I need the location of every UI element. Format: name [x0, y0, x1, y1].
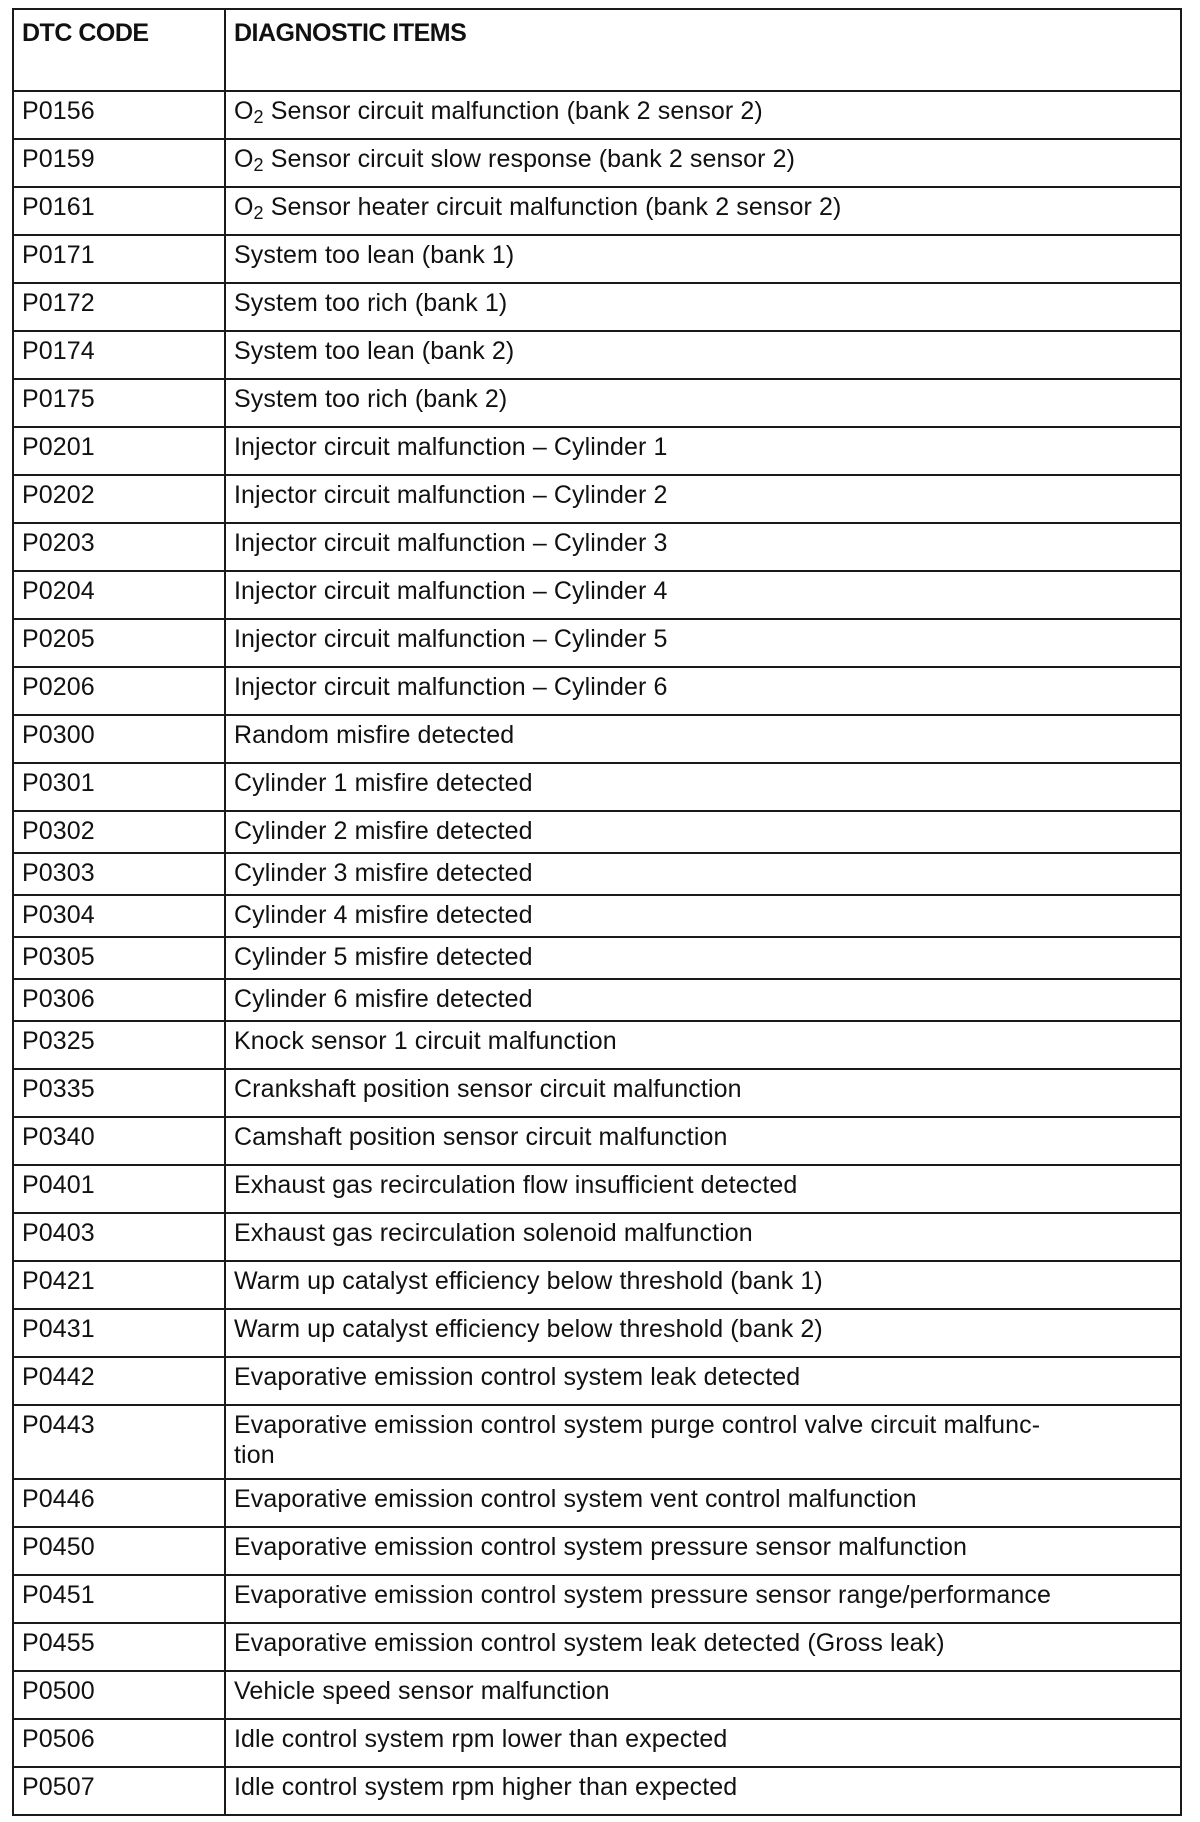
- diagnostic-item-cell: [225, 895, 1181, 937]
- dtc-code-cell: P0300: [13, 715, 225, 763]
- table-row: [13, 1719, 1181, 1767]
- diagnostic-item-cell: [225, 763, 1181, 811]
- table-row: [13, 1165, 1181, 1213]
- table-row: [13, 979, 1181, 1021]
- table-row: [13, 1069, 1181, 1117]
- table-row: [13, 283, 1181, 331]
- dtc-code-cell: P0335: [13, 1069, 225, 1117]
- diagnostic-item-text: Crankshaft position sensor circuit malfunction: [234, 1075, 742, 1103]
- dtc-code-cell: P0446: [13, 1479, 225, 1527]
- diagnostic-item-text: Idle control system rpm lower than expected: [234, 1725, 728, 1753]
- diagnostic-item-text: Evaporative emission control system pressure sensor range/performance: [234, 1581, 1051, 1609]
- table-row: [13, 379, 1181, 427]
- diagnostic-item-cell: [225, 811, 1181, 853]
- dtc-code-cell: P0174: [13, 331, 225, 379]
- dtc-code-cell: P0340: [13, 1117, 225, 1165]
- diagnostic-item-cell: [225, 937, 1181, 979]
- diagnostic-item-cell: [225, 667, 1181, 715]
- dtc-code-cell: P0205: [13, 619, 225, 667]
- diagnostic-item-cell: [225, 571, 1181, 619]
- table-row: [13, 1671, 1181, 1719]
- table-row: [13, 427, 1181, 475]
- diagnostic-item-text: Injector circuit malfunction – Cylinder 3: [234, 529, 668, 557]
- diagnostic-item-cell: [225, 1069, 1181, 1117]
- diagnostic-item-cell: [225, 1021, 1181, 1069]
- diagnostic-item-cell: [225, 1719, 1181, 1767]
- diagnostic-item-text: Idle control system rpm higher than expected: [234, 1773, 738, 1801]
- diagnostic-item-cell: [225, 1479, 1181, 1527]
- o2-prefix: O: [234, 145, 254, 173]
- diagnostic-item-text: Evaporative emission control system pressure sensor malfunction: [234, 1533, 967, 1561]
- table-row: [13, 1575, 1181, 1623]
- table-row: [13, 1527, 1181, 1575]
- table-row: [13, 1405, 1181, 1479]
- dtc-table-sheet: [12, 8, 1180, 1816]
- dtc-code-cell: P0325: [13, 1021, 225, 1069]
- diagnostic-item-text: Warm up catalyst efficiency below threshold (bank 1): [234, 1267, 823, 1295]
- table-row: [13, 235, 1181, 283]
- dtc-code-cell: P0500: [13, 1671, 225, 1719]
- table-row: [13, 667, 1181, 715]
- dtc-code-cell: P0403: [13, 1213, 225, 1261]
- o2-subscript: 2: [253, 107, 264, 127]
- dtc-code-cell: P0201: [13, 427, 225, 475]
- diagnostic-item-cell: [225, 1527, 1181, 1575]
- dtc-code-cell: P0455: [13, 1623, 225, 1671]
- dtc-code-cell: P0507: [13, 1767, 225, 1815]
- diagnostic-item-cell: [225, 619, 1181, 667]
- dtc-code-cell: P0159: [13, 139, 225, 187]
- diagnostic-item-text: Random misfire detected: [234, 721, 515, 749]
- diagnostic-item-text: Cylinder 4 misfire detected: [234, 901, 533, 929]
- table-body: [13, 91, 1181, 1815]
- diagnostic-item-cell: [225, 1261, 1181, 1309]
- diagnostic-item-text: Exhaust gas recirculation solenoid malfunction: [234, 1219, 753, 1247]
- diagnostic-item-text: Exhaust gas recirculation flow insufficient detected: [234, 1171, 798, 1199]
- diagnostic-item-cell: [225, 283, 1181, 331]
- table-row: [13, 1021, 1181, 1069]
- table-row: [13, 91, 1181, 139]
- dtc-code-cell: P0421: [13, 1261, 225, 1309]
- o2-prefix: O: [234, 97, 254, 125]
- dtc-code-cell: P0171: [13, 235, 225, 283]
- dtc-code-cell: P0161: [13, 187, 225, 235]
- diagnostic-item-text: Vehicle speed sensor malfunction: [234, 1677, 610, 1705]
- dtc-code-cell: P0506: [13, 1719, 225, 1767]
- diagnostic-item-cell: [225, 1405, 1181, 1479]
- diagnostic-item-text: Evaporative emission control system vent control malfunction: [234, 1485, 917, 1513]
- diagnostic-item-cell: [225, 139, 1181, 187]
- diagnostic-item-text: Injector circuit malfunction – Cylinder 4: [234, 577, 668, 605]
- diagnostic-item-text: Cylinder 3 misfire detected: [234, 859, 533, 887]
- dtc-code-cell: P0305: [13, 937, 225, 979]
- diagnostic-item-text: System too rich (bank 2): [234, 385, 508, 413]
- header-diagnostic-items: DIAGNOSTIC ITEMS: [225, 9, 1181, 91]
- dtc-code-cell: P0172: [13, 283, 225, 331]
- table-header-row: [13, 9, 1181, 91]
- diagnostic-item-text: Cylinder 1 misfire detected: [234, 769, 533, 797]
- diagnostic-item-text: Sensor circuit malfunction (bank 2 sensor 2): [263, 97, 763, 125]
- table-row: [13, 619, 1181, 667]
- o2-subscript: 2: [253, 203, 264, 223]
- diagnostic-item-text: System too lean (bank 2): [234, 337, 515, 365]
- table-row: [13, 937, 1181, 979]
- table-row: [13, 1213, 1181, 1261]
- diagnostic-item-cell: [225, 1767, 1181, 1815]
- dtc-code-cell: P0303: [13, 853, 225, 895]
- dtc-code-cell: P0304: [13, 895, 225, 937]
- diagnostic-item-cell: [225, 187, 1181, 235]
- diagnostic-item-text: System too rich (bank 1): [234, 289, 508, 317]
- dtc-code-cell: P0156: [13, 91, 225, 139]
- dtc-code-cell: P0442: [13, 1357, 225, 1405]
- table-row: [13, 811, 1181, 853]
- diagnostic-item-cell: [225, 1309, 1181, 1357]
- diagnostic-item-text: Camshaft position sensor circuit malfunction: [234, 1123, 728, 1151]
- diagnostic-item-cell: [225, 475, 1181, 523]
- diagnostic-item-cell: [225, 379, 1181, 427]
- table-row: [13, 763, 1181, 811]
- table-row: [13, 187, 1181, 235]
- dtc-code-cell: P0203: [13, 523, 225, 571]
- diagnostic-item-cell: [225, 979, 1181, 1021]
- diagnostic-item-cell: [225, 331, 1181, 379]
- diagnostic-item-cell: [225, 235, 1181, 283]
- diagnostic-item-cell: [225, 91, 1181, 139]
- dtc-code-cell: P0451: [13, 1575, 225, 1623]
- diagnostic-item-cell: [225, 1671, 1181, 1719]
- dtc-code-cell: P0175: [13, 379, 225, 427]
- header-dtc-code: DTC CODE: [13, 9, 225, 91]
- diagnostic-item-text: Evaporative emission control system leak detected (Gross leak): [234, 1629, 945, 1657]
- dtc-code-cell: P0206: [13, 667, 225, 715]
- diagnostic-item-text: Cylinder 5 misfire detected: [234, 943, 533, 971]
- diagnostic-item-text: Warm up catalyst efficiency below threshold (bank 2): [234, 1315, 823, 1343]
- table-row: [13, 853, 1181, 895]
- dtc-code-cell: P0431: [13, 1309, 225, 1357]
- diagnostic-item-cell: [225, 427, 1181, 475]
- table-row: [13, 331, 1181, 379]
- diagnostic-item-text: Evaporative emission control system leak detected: [234, 1363, 801, 1391]
- diagnostic-item-text: Evaporative emission control system purge control valve circuit malfunc- tion: [234, 1411, 1041, 1469]
- o2-subscript: 2: [253, 155, 264, 175]
- dtc-code-cell: P0301: [13, 763, 225, 811]
- dtc-code-cell: P0202: [13, 475, 225, 523]
- table-row: [13, 1357, 1181, 1405]
- table-row: [13, 523, 1181, 571]
- table-row: [13, 571, 1181, 619]
- table-row: [13, 1767, 1181, 1815]
- diagnostic-item-cell: [225, 1213, 1181, 1261]
- dtc-code-cell: P0443: [13, 1405, 225, 1479]
- diagnostic-item-text: Injector circuit malfunction – Cylinder 2: [234, 481, 668, 509]
- diagnostic-item-text: Cylinder 2 misfire detected: [234, 817, 533, 845]
- diagnostic-item-text: Sensor circuit slow response (bank 2 sensor 2): [263, 145, 795, 173]
- dtc-table: [12, 8, 1182, 1816]
- diagnostic-item-text: Injector circuit malfunction – Cylinder 5: [234, 625, 668, 653]
- table-row: [13, 139, 1181, 187]
- table-row: [13, 895, 1181, 937]
- diagnostic-item-cell: [225, 1117, 1181, 1165]
- o2-prefix: O: [234, 193, 254, 221]
- diagnostic-item-text: Knock sensor 1 circuit malfunction: [234, 1027, 617, 1055]
- diagnostic-item-cell: [225, 1357, 1181, 1405]
- diagnostic-item-text: System too lean (bank 1): [234, 241, 515, 269]
- diagnostic-item-text: Cylinder 6 misfire detected: [234, 985, 533, 1013]
- diagnostic-item-text: Sensor heater circuit malfunction (bank 2 sensor 2): [263, 193, 842, 221]
- diagnostic-item-cell: [225, 523, 1181, 571]
- table-row: [13, 1479, 1181, 1527]
- table-row: [13, 1309, 1181, 1357]
- diagnostic-item-text: Injector circuit malfunction – Cylinder 1: [234, 433, 668, 461]
- dtc-code-cell: P0306: [13, 979, 225, 1021]
- dtc-code-cell: P0401: [13, 1165, 225, 1213]
- diagnostic-item-cell: [225, 1623, 1181, 1671]
- table-row: [13, 1117, 1181, 1165]
- dtc-code-cell: P0302: [13, 811, 225, 853]
- diagnostic-item-cell: [225, 853, 1181, 895]
- table-row: [13, 715, 1181, 763]
- dtc-code-cell: P0450: [13, 1527, 225, 1575]
- table-row: [13, 1623, 1181, 1671]
- diagnostic-item-cell: [225, 715, 1181, 763]
- table-row: [13, 475, 1181, 523]
- diagnostic-item-text: Injector circuit malfunction – Cylinder 6: [234, 673, 668, 701]
- diagnostic-item-cell: [225, 1575, 1181, 1623]
- table-row: [13, 1261, 1181, 1309]
- diagnostic-item-cell: [225, 1165, 1181, 1213]
- dtc-code-cell: P0204: [13, 571, 225, 619]
